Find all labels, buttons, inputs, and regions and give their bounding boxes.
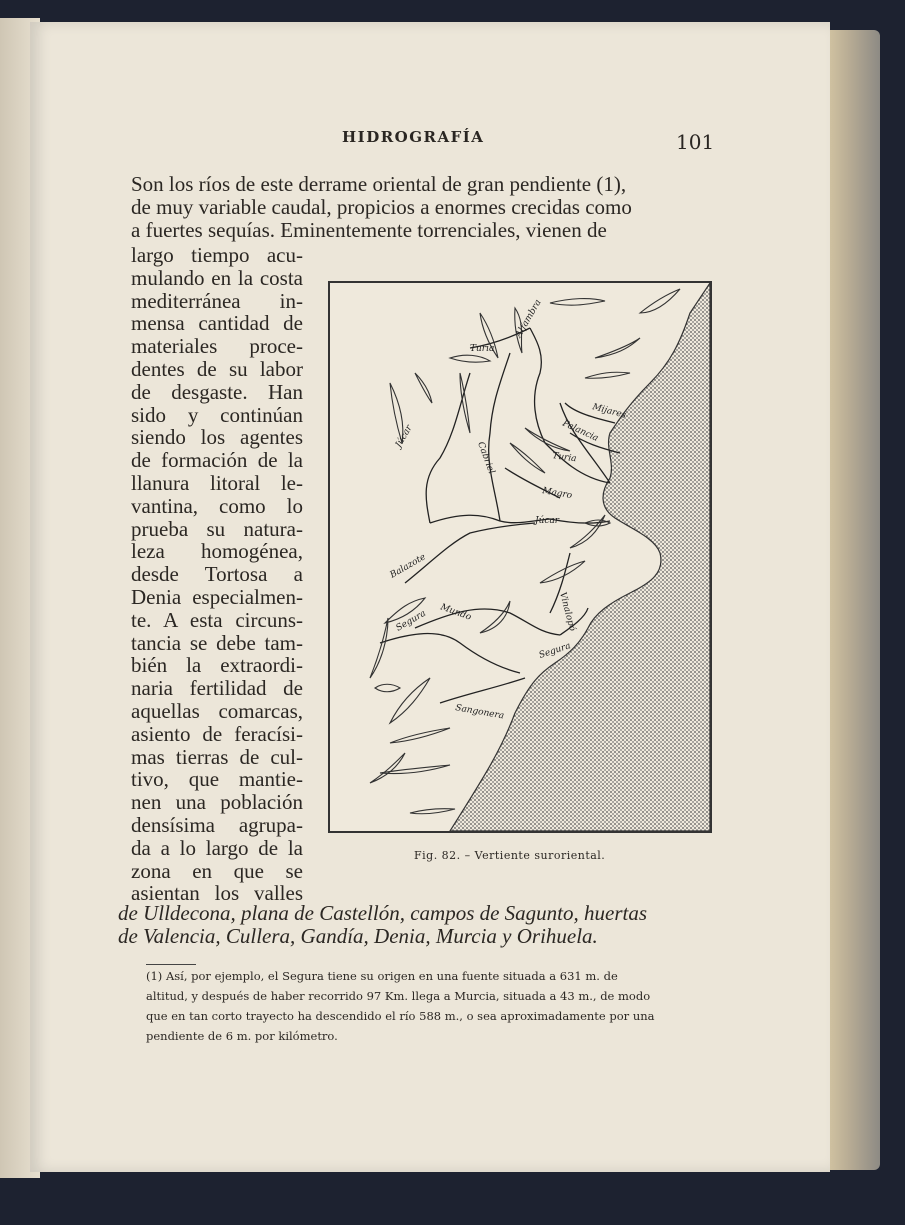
text-line: de muy variable caudal, propicios a enormes crecidas como bbox=[131, 194, 632, 219]
text-line: aquellas comarcas, bbox=[131, 698, 303, 723]
text-line: sido y continúan bbox=[131, 402, 303, 427]
text-line: prueba su natura- bbox=[131, 516, 303, 541]
label-vinalopo: Vinalopó bbox=[557, 591, 578, 633]
label-turia-top: Turia bbox=[470, 344, 495, 354]
map-figure bbox=[328, 281, 712, 833]
footnote bbox=[146, 966, 708, 1046]
text-line: tancia se debe tam- bbox=[131, 630, 303, 655]
text-line: desde Tortosa a bbox=[131, 562, 303, 587]
footnote-line: (1) Así, por ejemplo, el Segura tiene su origen en una fuente situada a 631 m. de bbox=[146, 969, 618, 983]
label-alfambra: Alfambra bbox=[513, 298, 544, 340]
label-palancia: Palancia bbox=[560, 418, 600, 444]
sea-area bbox=[450, 283, 710, 831]
footnote-line: altitud, y después de haber recorrido 97 Km. llega a Murcia, situada a 43 m., de modo bbox=[146, 989, 651, 1003]
text-line: Son los ríos de este derrame oriental de gran pendiente (1), bbox=[131, 172, 627, 196]
page-number: 101 bbox=[676, 130, 715, 154]
label-sangonera: Sangonera bbox=[454, 703, 505, 722]
text-line: mensa cantidad de bbox=[131, 311, 303, 336]
label-turia: Turia bbox=[551, 451, 578, 465]
text-line: da a lo largo de la bbox=[131, 835, 303, 860]
running-head: HIDROGRAFÍA bbox=[342, 128, 485, 146]
label-jucar-left: Júcar bbox=[393, 423, 415, 450]
label-jucar: Júcar bbox=[535, 516, 560, 526]
label-segura-left: Segura bbox=[394, 608, 428, 634]
text-line: de formación de la bbox=[131, 448, 303, 473]
label-magro: Magro bbox=[541, 486, 573, 502]
text-line: a fuertes sequías. Eminentemente torrenciales, vienen de bbox=[131, 217, 607, 242]
closing-lines bbox=[118, 902, 708, 948]
text-line: nen una población bbox=[131, 790, 303, 815]
text-line: densísima agrupa- bbox=[131, 812, 303, 837]
text-line: mediterránea in- bbox=[131, 288, 303, 313]
text-line: leza homogénea, bbox=[131, 539, 303, 564]
wrapped-column-text bbox=[131, 244, 303, 905]
footnote-line: pendiente de 6 m. por kilómetro. bbox=[146, 1029, 338, 1043]
opening-paragraph bbox=[131, 173, 711, 241]
label-mijares: Mijares bbox=[591, 402, 628, 421]
text-line: asientan los valles bbox=[131, 881, 303, 906]
text-line: naria fertilidad de bbox=[131, 676, 303, 701]
text-line: de Ulldecona, plana de Castellón, campos de Sagunto, huertas bbox=[118, 901, 648, 925]
text-line: zona en que se bbox=[131, 858, 303, 883]
label-segura: Segura bbox=[537, 641, 573, 661]
text-line: dentes de su labor bbox=[131, 356, 303, 381]
text-line: Denia especialmen- bbox=[131, 584, 303, 609]
text-line: materiales proce- bbox=[131, 334, 303, 359]
text-line: de desgaste. Han bbox=[131, 379, 303, 404]
footnote-line: que en tan corto trayecto ha descendido el río 588 m., o sea aproximadamente por una bbox=[146, 1009, 655, 1023]
text-line: te. A esta circuns- bbox=[131, 607, 303, 632]
text-line: vantina, como lo bbox=[131, 493, 303, 518]
text-line: tivo, que mantie- bbox=[131, 767, 303, 792]
label-balazote: Balazote bbox=[388, 552, 428, 581]
text-line: asiento de feracísi- bbox=[131, 721, 303, 746]
footnote-rule bbox=[146, 964, 196, 965]
text-line: bién la extraordi- bbox=[131, 653, 303, 678]
text-line: siendo los agentes bbox=[131, 425, 303, 450]
label-mundo: Mundo bbox=[438, 602, 473, 623]
figure-caption: Fig. 82. – Vertiente suroriental. bbox=[414, 849, 606, 862]
label-cabriel: Cabriel bbox=[475, 440, 497, 476]
text-line: de Valencia, Cullera, Gandía, Denia, Murcia y Orihuela. bbox=[118, 923, 598, 948]
text-line: largo tiempo acu- bbox=[131, 243, 303, 267]
text-line: mulando en la costa bbox=[131, 265, 303, 290]
map-illustration bbox=[330, 283, 710, 831]
text-line: llanura litoral le- bbox=[131, 470, 303, 495]
text-line: mas tierras de cul- bbox=[131, 744, 303, 769]
